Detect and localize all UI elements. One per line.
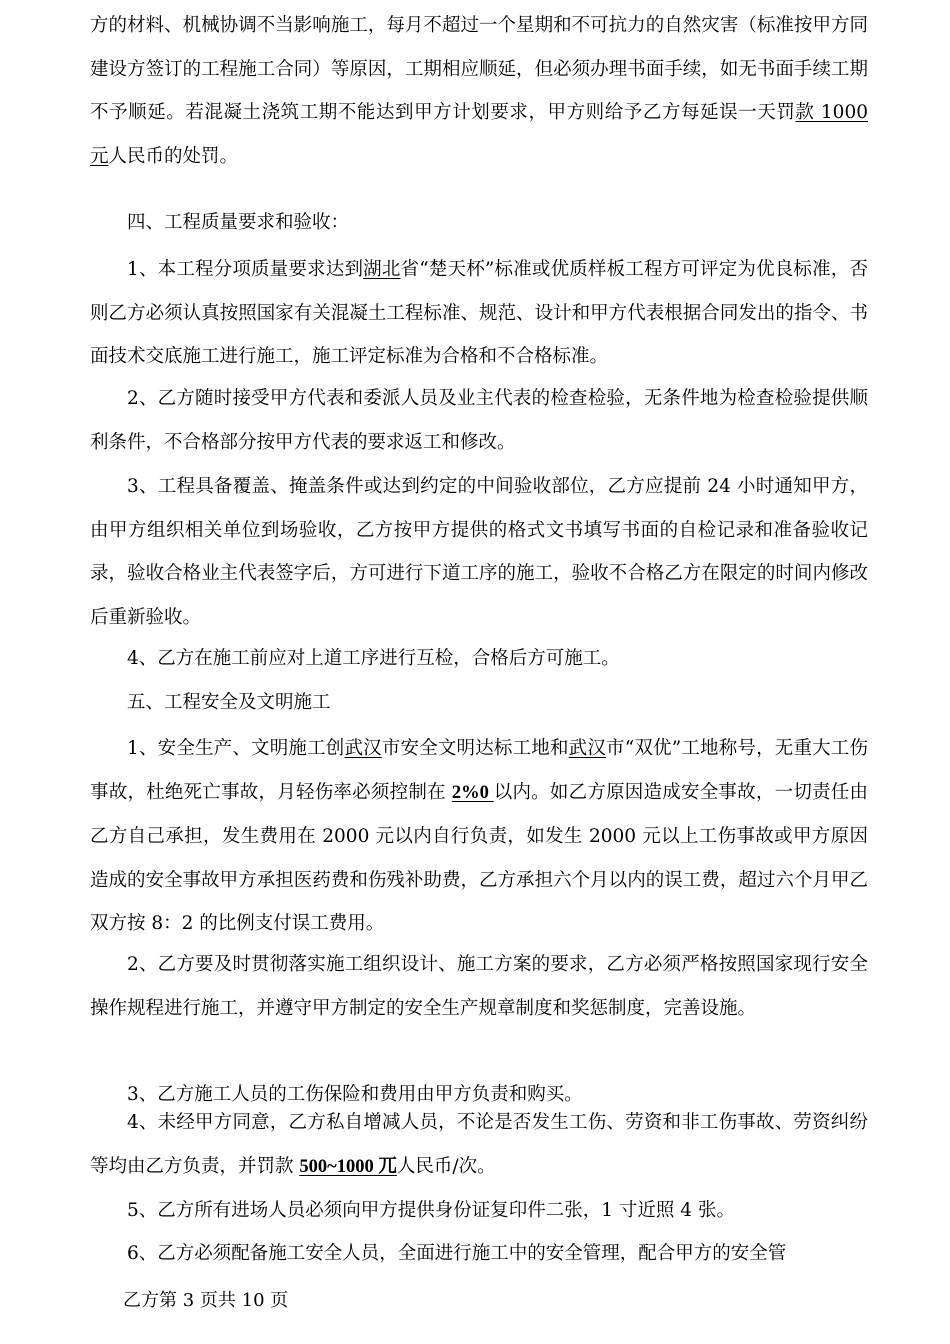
text-run: 人民币/次。 — [396, 1155, 496, 1177]
paragraph-p4 — [90, 465, 868, 639]
text-run: 2、乙方要及时贯彻落实施工组织设计、施工方案的要求，乙方必须严格按照国家现行安全操作规程进行施工，并遵守甲方制定的安全生产规章制度和奖惩制度，完善设施。 — [90, 954, 868, 1019]
paragraph-p12 — [90, 1232, 868, 1276]
text-run: 4、乙方在施工前应对上道工序进行互检，合格后方可施工。 — [127, 648, 620, 669]
text-run: 五、工程安全及文明施工 — [127, 692, 331, 713]
text-run: 四、工程质量要求和验收： — [127, 212, 350, 233]
paragraph-p7 — [90, 727, 868, 946]
text-run: 2、乙方随时接受甲方代表和委派人员及业主代表的检查检验，无条件地为检查检验提供顺利条件，不合格部分按甲方代表的要求返工和修改。 — [90, 388, 868, 453]
paragraph-p6 — [90, 681, 868, 725]
text-run: 市安全文明达标工地和 — [381, 738, 569, 759]
text-run: 以内。如乙方原因造成安全事故，一切责任由乙方自己承担，发生费用在 2000 元以内自行负责，如发生 2000 元以上工伤事故或甲方原因造成的安全事故甲方承担医药费和伤残补助费，乙方承担六个月以内的误工费，超过六个月甲乙双方按 8：2 的比例支付误工费用。 — [90, 781, 868, 935]
underlined-value: 武汉 — [568, 738, 607, 759]
page-footer: 乙方第 3 页共 10 页 — [123, 1290, 289, 1311]
paragraph-p1 — [90, 201, 868, 245]
text-run: 市“双优”工地称号，无重大工伤事故，杜绝死亡事故，月轻伤率必须控制在 — [90, 738, 868, 803]
text-run: 4、未经甲方同意，乙方私自增减人员，不论是否发生工伤、劳资和非工伤事故、劳资纠纷等均由乙方负责，并罚款 — [90, 1112, 868, 1177]
text-run: 1、本工程分项质量要求达到 — [127, 259, 364, 280]
text-run: 方的材料、机械协调不当影响施工，每月不超过一个星期和不可抗力的自然灾害（标准按甲方同建设方签订的工程施工合同）等原因，工期相应顺延，但必须办理书面手续，如无书面手续工期不予顺延。若混凝土浇筑工期不能达到甲方计划要求，甲方则给予乙方每延误一天罚 — [90, 15, 868, 124]
text-run: 省“楚天杯”标准或优质样板工程方可评定为优良标准，否则乙方必须认真按照国家有关混凝土工程标准、规范、设计和甲方代表根据合同发出的指令、书面技术交底施工进行施工，施工评定标准为合格和不合格标准。 — [90, 259, 868, 368]
underlined-value: 湖北 — [363, 259, 401, 280]
underlined-value: 款 1000 元 — [90, 102, 868, 167]
paragraph-p11 — [90, 1189, 868, 1233]
text-run: 1、安全生产、文明施工创 — [127, 738, 345, 759]
text-run: 6、乙方必须配备施工安全人员，全面进行施工中的安全管理，配合甲方的安全管 — [127, 1243, 787, 1264]
underlined-value: 武汉 — [344, 738, 382, 759]
paragraph-p3 — [90, 377, 868, 464]
paragraph-p10 — [90, 1101, 868, 1189]
paragraph-p5 — [90, 637, 868, 681]
text-run: 人民币的处罚。 — [108, 145, 239, 167]
paragraph-p8 — [90, 943, 868, 1030]
text-run: 3、工程具备覆盖、掩盖条件或达到约定的中间验收部位，乙方应提前 24 小时通知甲方，由甲方组织相关单位到场验收，乙方按甲方提供的格式文书填写书面的自检记录和准备验收记录，验收合格业主代表签字后，方可进行下道工序的施工，验收不合格乙方在限定的时间内修改后重新验收。 — [90, 476, 868, 628]
underlined-value: 2%0 — [451, 782, 494, 803]
underlined-value: 500~1000 兀 — [299, 1156, 397, 1177]
text-run: 3、乙方施工人员的工伤保险和费用由甲方负责和购买。 — [127, 1084, 583, 1105]
paragraph-p0 — [90, 4, 868, 178]
paragraph-p2 — [90, 248, 868, 379]
text-run: 5、乙方所有进场人员必须向甲方提供身份证复印件二张，1 寸近照 4 张。 — [127, 1200, 735, 1221]
